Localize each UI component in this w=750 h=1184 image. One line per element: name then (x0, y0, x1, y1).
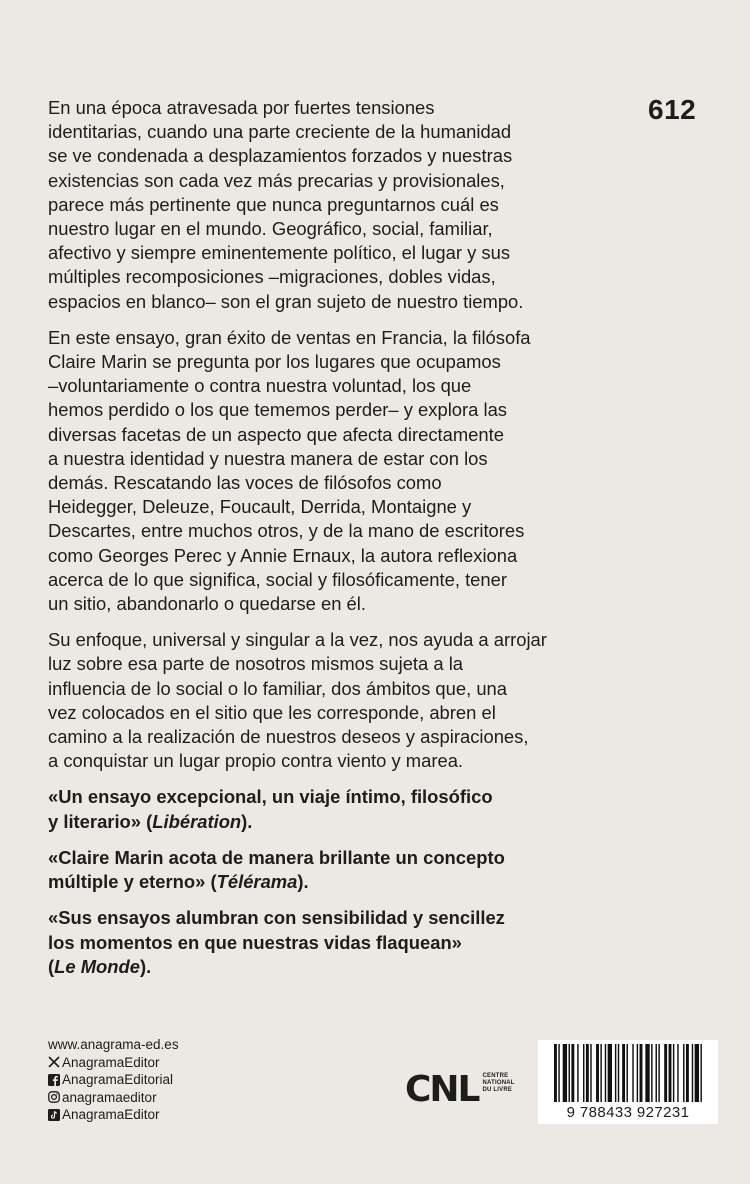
text-line: identitarias, cuando una parte creciente de la humanidad (48, 121, 512, 143)
text-line: múltiples recomposiciones –migraciones, dobles vidas, (48, 266, 496, 288)
quote-line: «Sus ensayos alumbran con sensibilidad y sencillez (48, 907, 505, 929)
barcode-bar (569, 1044, 570, 1102)
text-line: existencias son cada vez más precarias y provisionales, (48, 169, 505, 191)
text-line: a nuestra identidad y nuestra manera de estar con los (48, 447, 488, 469)
x-icon (48, 1056, 60, 1068)
barcode-bar (658, 1044, 659, 1102)
barcode-bar (608, 1044, 612, 1102)
barcode-bar (700, 1044, 701, 1102)
paragraph-1 (48, 96, 568, 314)
barcode-bar (558, 1044, 559, 1102)
text-line: espacios en blanco– son el gran sujeto de nuestro tiempo. (48, 290, 524, 312)
quote-line: y literario» (Libération). (48, 810, 253, 832)
text-line: En este ensayo, gran éxito de ventas en Francia, la filósofa (48, 326, 531, 348)
website-text: www.anagrama-ed.es (48, 1037, 179, 1052)
text-line: En una época atravesada por fuertes tensiones (48, 97, 435, 118)
quote-line: múltiple y eterno» (Télérama). (48, 871, 309, 893)
barcode-bar (637, 1044, 638, 1102)
text-line: vez colocados en el sitio que les corresponde, abren el (48, 701, 496, 723)
quote-source: Télérama (216, 871, 298, 893)
barcode-bar (656, 1044, 657, 1102)
publisher-links (48, 1036, 179, 1124)
barcode-bar (590, 1044, 591, 1102)
tiktok-icon (48, 1109, 60, 1121)
text-line: diversas facetas de un aspecto que afecta directamente (48, 423, 504, 445)
quote-source: Libération (152, 810, 242, 832)
barcode-bar (632, 1044, 633, 1102)
facebook-link[interactable] (48, 1071, 179, 1089)
quote-line: (Le Monde). (48, 955, 152, 977)
barcode-bar (596, 1044, 599, 1102)
press-quote-liberation (48, 785, 568, 833)
barcode-bar (677, 1044, 678, 1102)
barcode-bar (683, 1044, 684, 1102)
barcode-bar (583, 1044, 584, 1102)
text-line: influencia de lo social o lo familiar, dos ámbitos que, una (48, 677, 508, 699)
barcode-bar (673, 1044, 674, 1102)
barcode-bar (571, 1044, 574, 1102)
barcode-bar (645, 1044, 649, 1102)
x-link[interactable] (48, 1054, 179, 1072)
text-line: demás. Rescatando las voces de filósofos como (48, 472, 442, 494)
press-quote-le-monde (48, 906, 568, 979)
text-line: hemos perdido o los que tememos perder– y explora las (48, 399, 507, 421)
barcode-bar (686, 1044, 689, 1102)
cnl-logo-mark: CNL (405, 1069, 479, 1110)
quote-source: Le Monde (54, 955, 140, 977)
barcode-bar (586, 1044, 589, 1102)
barcode-bar (692, 1044, 693, 1102)
barcode-bars (554, 1044, 702, 1106)
press-quote-telerama (48, 846, 568, 894)
text-line: –voluntariamente o contra nuestra voluntad, los que (48, 375, 472, 397)
text-line: como Georges Perec y Annie Ernaux, la autora reflexiona (48, 544, 518, 566)
tiktok-link[interactable] (48, 1106, 179, 1124)
text-line: Descartes, entre muchos otros, y de la mano de escritores (48, 520, 525, 542)
barcode-bar (640, 1044, 643, 1102)
text-line: acerca de lo que significa, social y filosóficamente, tener (48, 568, 507, 590)
collection-number: 612 (648, 94, 697, 125)
barcode-bar (664, 1044, 667, 1102)
barcode-bar (651, 1044, 652, 1102)
paragraph-2 (48, 326, 568, 616)
text-line: nuestro lugar en el mundo. Geográfico, social, familiar, (48, 218, 493, 240)
barcode-bar (615, 1044, 616, 1102)
text-line: luz sobre esa parte de nosotros mismos sujeta a la (48, 653, 464, 675)
website-link[interactable] (48, 1036, 179, 1054)
text-line: Heidegger, Deleuze, Foucault, Derrida, Montaigne y (48, 496, 472, 518)
text-line: un sitio, abandonarlo o quedarse en él. (48, 593, 366, 615)
quote-line: «Claire Marin acota de manera brillante un concepto (48, 846, 505, 868)
barcode-bar (600, 1044, 601, 1102)
x-handle: AnagramaEditor (62, 1054, 160, 1070)
barcode-bar (669, 1044, 672, 1102)
back-cover-text (48, 96, 568, 991)
text-line: afectivo y siempre eminentemente político, el lugar y sus (48, 242, 511, 264)
instagram-handle: anagramaeditor (62, 1089, 157, 1105)
barcode-bar (618, 1044, 619, 1102)
barcode-bar (695, 1044, 699, 1102)
barcode-bar (577, 1044, 578, 1102)
isbn-number: 9 788433 927231 (566, 1104, 690, 1121)
barcode-bar (563, 1044, 567, 1102)
text-line: a conquistar un lugar propio contra viento y marea. (48, 750, 464, 772)
text-line: camino a la realización de nuestros deseos y aspiraciones, (48, 726, 529, 748)
facebook-icon (48, 1074, 60, 1086)
tiktok-handle: AnagramaEditor (62, 1107, 160, 1122)
barcode-bar (622, 1044, 625, 1102)
instagram-icon (48, 1091, 60, 1103)
cnl-logo (405, 1069, 515, 1110)
barcode-bar (605, 1044, 606, 1102)
quote-line: los momentos en que nuestras vidas flaquean» (48, 931, 462, 953)
barcode-bar (554, 1044, 557, 1102)
text-line: Su enfoque, universal y singular a la vez, nos ayuda a arrojar (48, 629, 547, 651)
facebook-handle: AnagramaEditorial (62, 1072, 174, 1087)
instagram-link[interactable] (48, 1089, 179, 1107)
barcode-bar (627, 1044, 628, 1102)
text-line: se ve condenada a desplazamientos forzados y nuestras (48, 145, 513, 167)
quote-line: «Un ensayo excepcional, un viaje íntimo, filosófico (48, 786, 493, 808)
isbn-barcode (538, 1040, 718, 1124)
paragraph-3 (48, 628, 568, 773)
text-line: parece más pertinente que nunca preguntarnos cuál es (48, 193, 499, 215)
cnl-logo-subtitle: CENTRE NATIONAL DU LIVRE (482, 1073, 515, 1093)
text-line: Claire Marin se pregunta por los lugares que ocupamos (48, 351, 501, 373)
